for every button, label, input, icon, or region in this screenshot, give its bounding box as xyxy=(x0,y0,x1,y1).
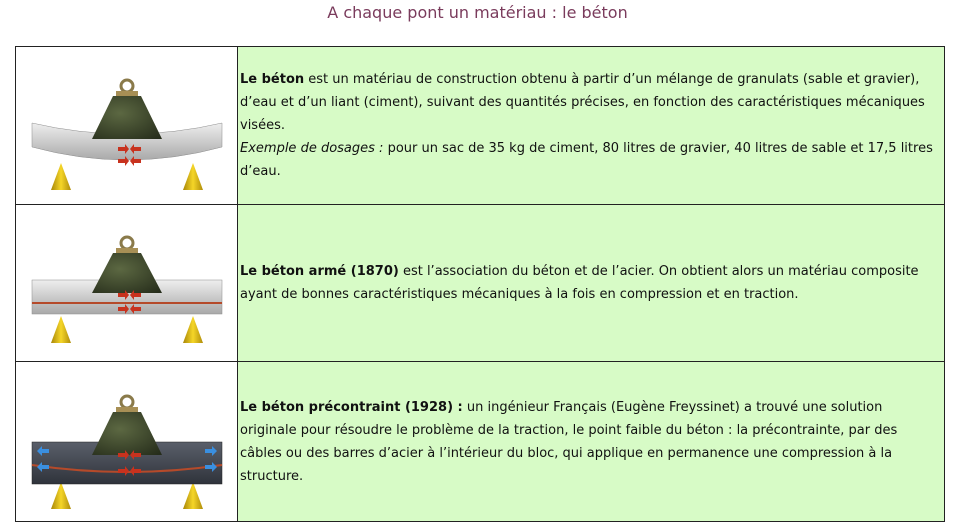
illustration-cell xyxy=(16,47,238,205)
description-text: est un matériau de construction obtenu à partir d’un mélange de granulats (sable et gravier), d’eau et d’un liant (ciment), suivant des quantités précises, en fonction des caractéristiques mécaniques visées. xyxy=(240,72,925,133)
concrete-types-table xyxy=(15,46,945,522)
plain-concrete-beam-illustration xyxy=(27,51,227,201)
page-title: A chaque pont un matériau : le béton xyxy=(327,3,628,22)
reinforced-concrete-beam-illustration xyxy=(27,208,227,358)
description-text: est l’association du béton et de l’acier. On obtient alors un matériau composite ayant de bonnes caractéristiques mécaniques à la fois en compression et en traction. xyxy=(240,264,919,302)
table-row xyxy=(16,47,945,205)
prestressed-concrete-beam-illustration xyxy=(27,367,227,517)
left-support xyxy=(51,163,71,190)
left-support xyxy=(51,316,71,343)
illustration-cell xyxy=(16,205,238,362)
description-cell xyxy=(238,205,945,362)
term-label: Le béton xyxy=(240,72,305,87)
weight xyxy=(92,253,162,293)
description-text: un ingénieur Français (Eugène Freyssinet) a trouvé une solution originale pour résoudre le problème de la traction, le point faible du béton : la précontrainte, par des câbles ou des barres d’acier à l’intérieur du bloc, qui applique en permanence une compression à la structure. xyxy=(240,399,898,484)
description-cell xyxy=(238,47,945,205)
term-label: Le béton précontraint (1928) : xyxy=(240,399,463,415)
weight-ring xyxy=(121,237,133,249)
weight-ring xyxy=(121,396,133,408)
weight xyxy=(92,412,162,455)
example-text: pour un sac de 35 kg de ciment, 80 litres de gravier, 40 litres de sable et 17,5 litres d’eau. xyxy=(240,141,933,179)
left-support xyxy=(51,482,71,509)
weight xyxy=(92,96,162,139)
weight-ring xyxy=(121,80,133,92)
illustration-cell xyxy=(16,362,238,522)
term-label: Le béton armé (1870) xyxy=(240,264,399,279)
table-row xyxy=(16,205,945,362)
right-support xyxy=(183,163,203,190)
table-row xyxy=(16,362,945,522)
description-cell xyxy=(238,362,945,522)
right-support xyxy=(183,316,203,343)
example-label: Exemple de dosages : xyxy=(240,141,384,156)
right-support xyxy=(183,482,203,509)
